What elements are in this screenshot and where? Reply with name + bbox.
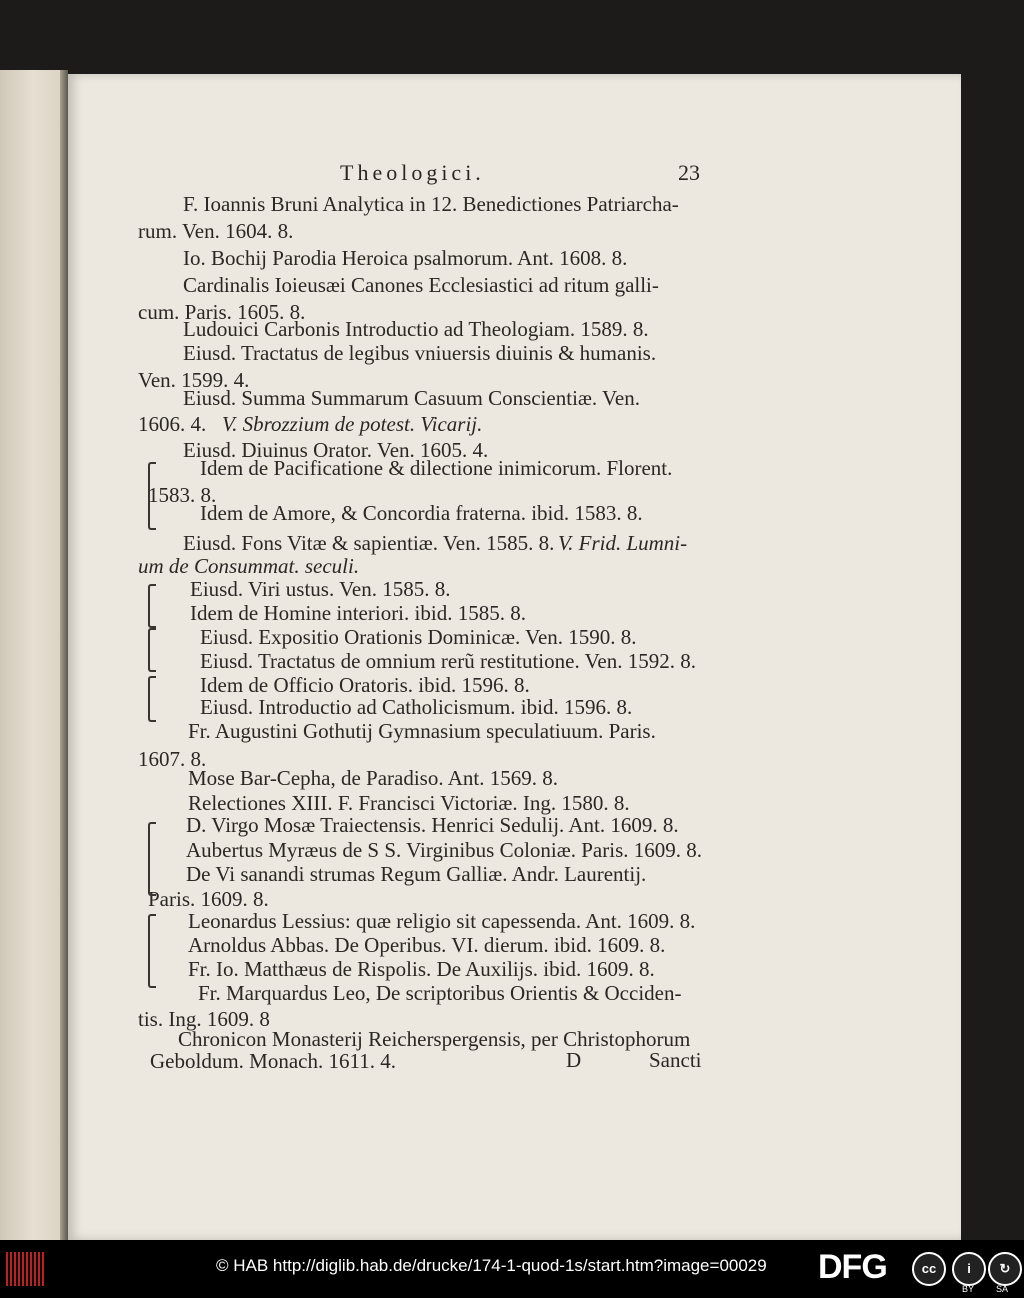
text-line: Cardinalis Ioieusæi Canones Ecclesiastici ad ritum galli-	[183, 273, 659, 297]
bracket	[148, 676, 156, 722]
text-line: Eiusd. Expositio Orationis Dominicæ. Ven. 1590. 8.	[200, 625, 637, 649]
text-line: Paris. 1609. 8.	[148, 887, 269, 911]
text-line: Fr. Augustini Gothutij Gymnasium speculatiuum. Paris.	[188, 719, 656, 743]
attribution-icon: i	[952, 1252, 986, 1286]
text-line: Idem de Pacificatione & dilectione inimicorum. Florent.	[200, 456, 673, 480]
barcode-icon	[6, 1252, 46, 1286]
running-head-title: Theologici.	[340, 160, 485, 185]
text-line: D. Virgo Mosæ Traiectensis. Henrici Sedulij. Ant. 1609. 8.	[186, 813, 679, 837]
text-line: Relectiones XIII. F. Francisci Victoriæ. Ing. 1580. 8.	[188, 791, 630, 815]
text-line: Eiusd. Diuinus Orator. Ven. 1605. 4.	[183, 438, 489, 462]
text-line: Idem de Officio Oratoris. ibid. 1596. 8.	[200, 673, 530, 697]
text-line: tis. Ing. 1609. 8	[138, 1007, 270, 1031]
text-line: Eiusd. Introductio ad Catholicismum. ibid. 1596. 8.	[200, 695, 633, 719]
cross-reference: um de Consummat. seculi.	[138, 554, 360, 578]
cross-reference: V. Frid. Lumni-	[558, 531, 688, 555]
license-sa-label: SA	[996, 1284, 1009, 1294]
text-line: Eiusd. Fons Vitæ & sapientiæ. Ven. 1585. 8.	[183, 531, 555, 555]
text-line: 1607. 8.	[138, 747, 207, 771]
bracket	[148, 584, 156, 628]
bracket	[148, 822, 156, 896]
cross-reference: V. Sbrozzium de potest. Vicarij.	[222, 412, 483, 436]
share-alike-icon: ↻	[988, 1252, 1022, 1286]
text-line: Eiusd. Tractatus de omnium rerũ restitutione. Ven. 1592. 8.	[200, 649, 696, 673]
text-line: Ludouici Carbonis Introductio ad Theologiam. 1589. 8.	[183, 317, 649, 341]
dfg-logo: DFG	[818, 1248, 887, 1286]
text-line: 1606. 4.	[138, 412, 207, 436]
bracket	[148, 914, 156, 988]
text-line: Fr. Marquardus Leo, De scriptoribus Orientis & Occiden-	[198, 981, 682, 1005]
text-line: rum. Ven. 1604. 8.	[138, 219, 294, 243]
text-line: Chronicon Monasterij Reicherspergensis, per Christophorum	[178, 1027, 691, 1051]
bracket	[148, 628, 156, 672]
text-line: Aubertus Myræus de S S. Virginibus Coloniæ. Paris. 1609. 8.	[186, 838, 703, 862]
catchword: Sancti	[649, 1048, 702, 1072]
text-line: Idem de Homine interiori. ibid. 1585. 8.	[190, 601, 526, 625]
text-line: De Vi sanandi strumas Regum Galliæ. Andr. Laurentij.	[186, 862, 647, 886]
text-line: Arnoldus Abbas. De Operibus. VI. dierum. ibid. 1609. 8.	[188, 933, 666, 957]
text-line: Eiusd. Viri ustus. Ven. 1585. 8.	[190, 577, 451, 601]
signature-mark: D	[566, 1048, 582, 1072]
license-by-label: BY	[962, 1284, 975, 1294]
source-credit-link[interactable]: © HAB http://diglib.hab.de/drucke/174-1-quod-1s/start.htm?image=00029	[216, 1256, 767, 1275]
text-line: Geboldum. Monach. 1611. 4.	[150, 1049, 396, 1073]
text-line: Fr. Io. Matthæus de Rispolis. De Auxilijs. ibid. 1609. 8.	[188, 957, 655, 981]
text-line: F. Ioannis Bruni Analytica in 12. Benedictiones Patriarcha-	[183, 192, 679, 216]
text-line: Leonardus Lessius: quæ religio sit capessenda. Ant. 1609. 8.	[188, 909, 696, 933]
text-line: Ven. 1599. 4.	[138, 368, 250, 392]
text-line: 1583. 8.	[148, 483, 217, 507]
bracket	[148, 462, 156, 530]
text-line: Io. Bochij Parodia Heroica psalmorum. Ant. 1608. 8.	[183, 246, 628, 270]
text-line: cum. Paris. 1605. 8.	[138, 300, 306, 324]
text-line: Mose Bar-Cepha, de Paradiso. Ant. 1569. 8.	[188, 766, 558, 790]
page-number: 23	[678, 160, 700, 185]
viewer-footer	[0, 1240, 1024, 1298]
text-line: Eiusd. Tractatus de legibus vniuersis diuinis & humanis.	[183, 341, 657, 365]
cc-license-icon: cc	[912, 1252, 946, 1286]
text-line: Idem de Amore, & Concordia fraterna. ibid. 1583. 8.	[200, 501, 643, 525]
text-line: Eiusd. Summa Summarum Casuum Conscientiæ. Ven.	[183, 386, 640, 410]
